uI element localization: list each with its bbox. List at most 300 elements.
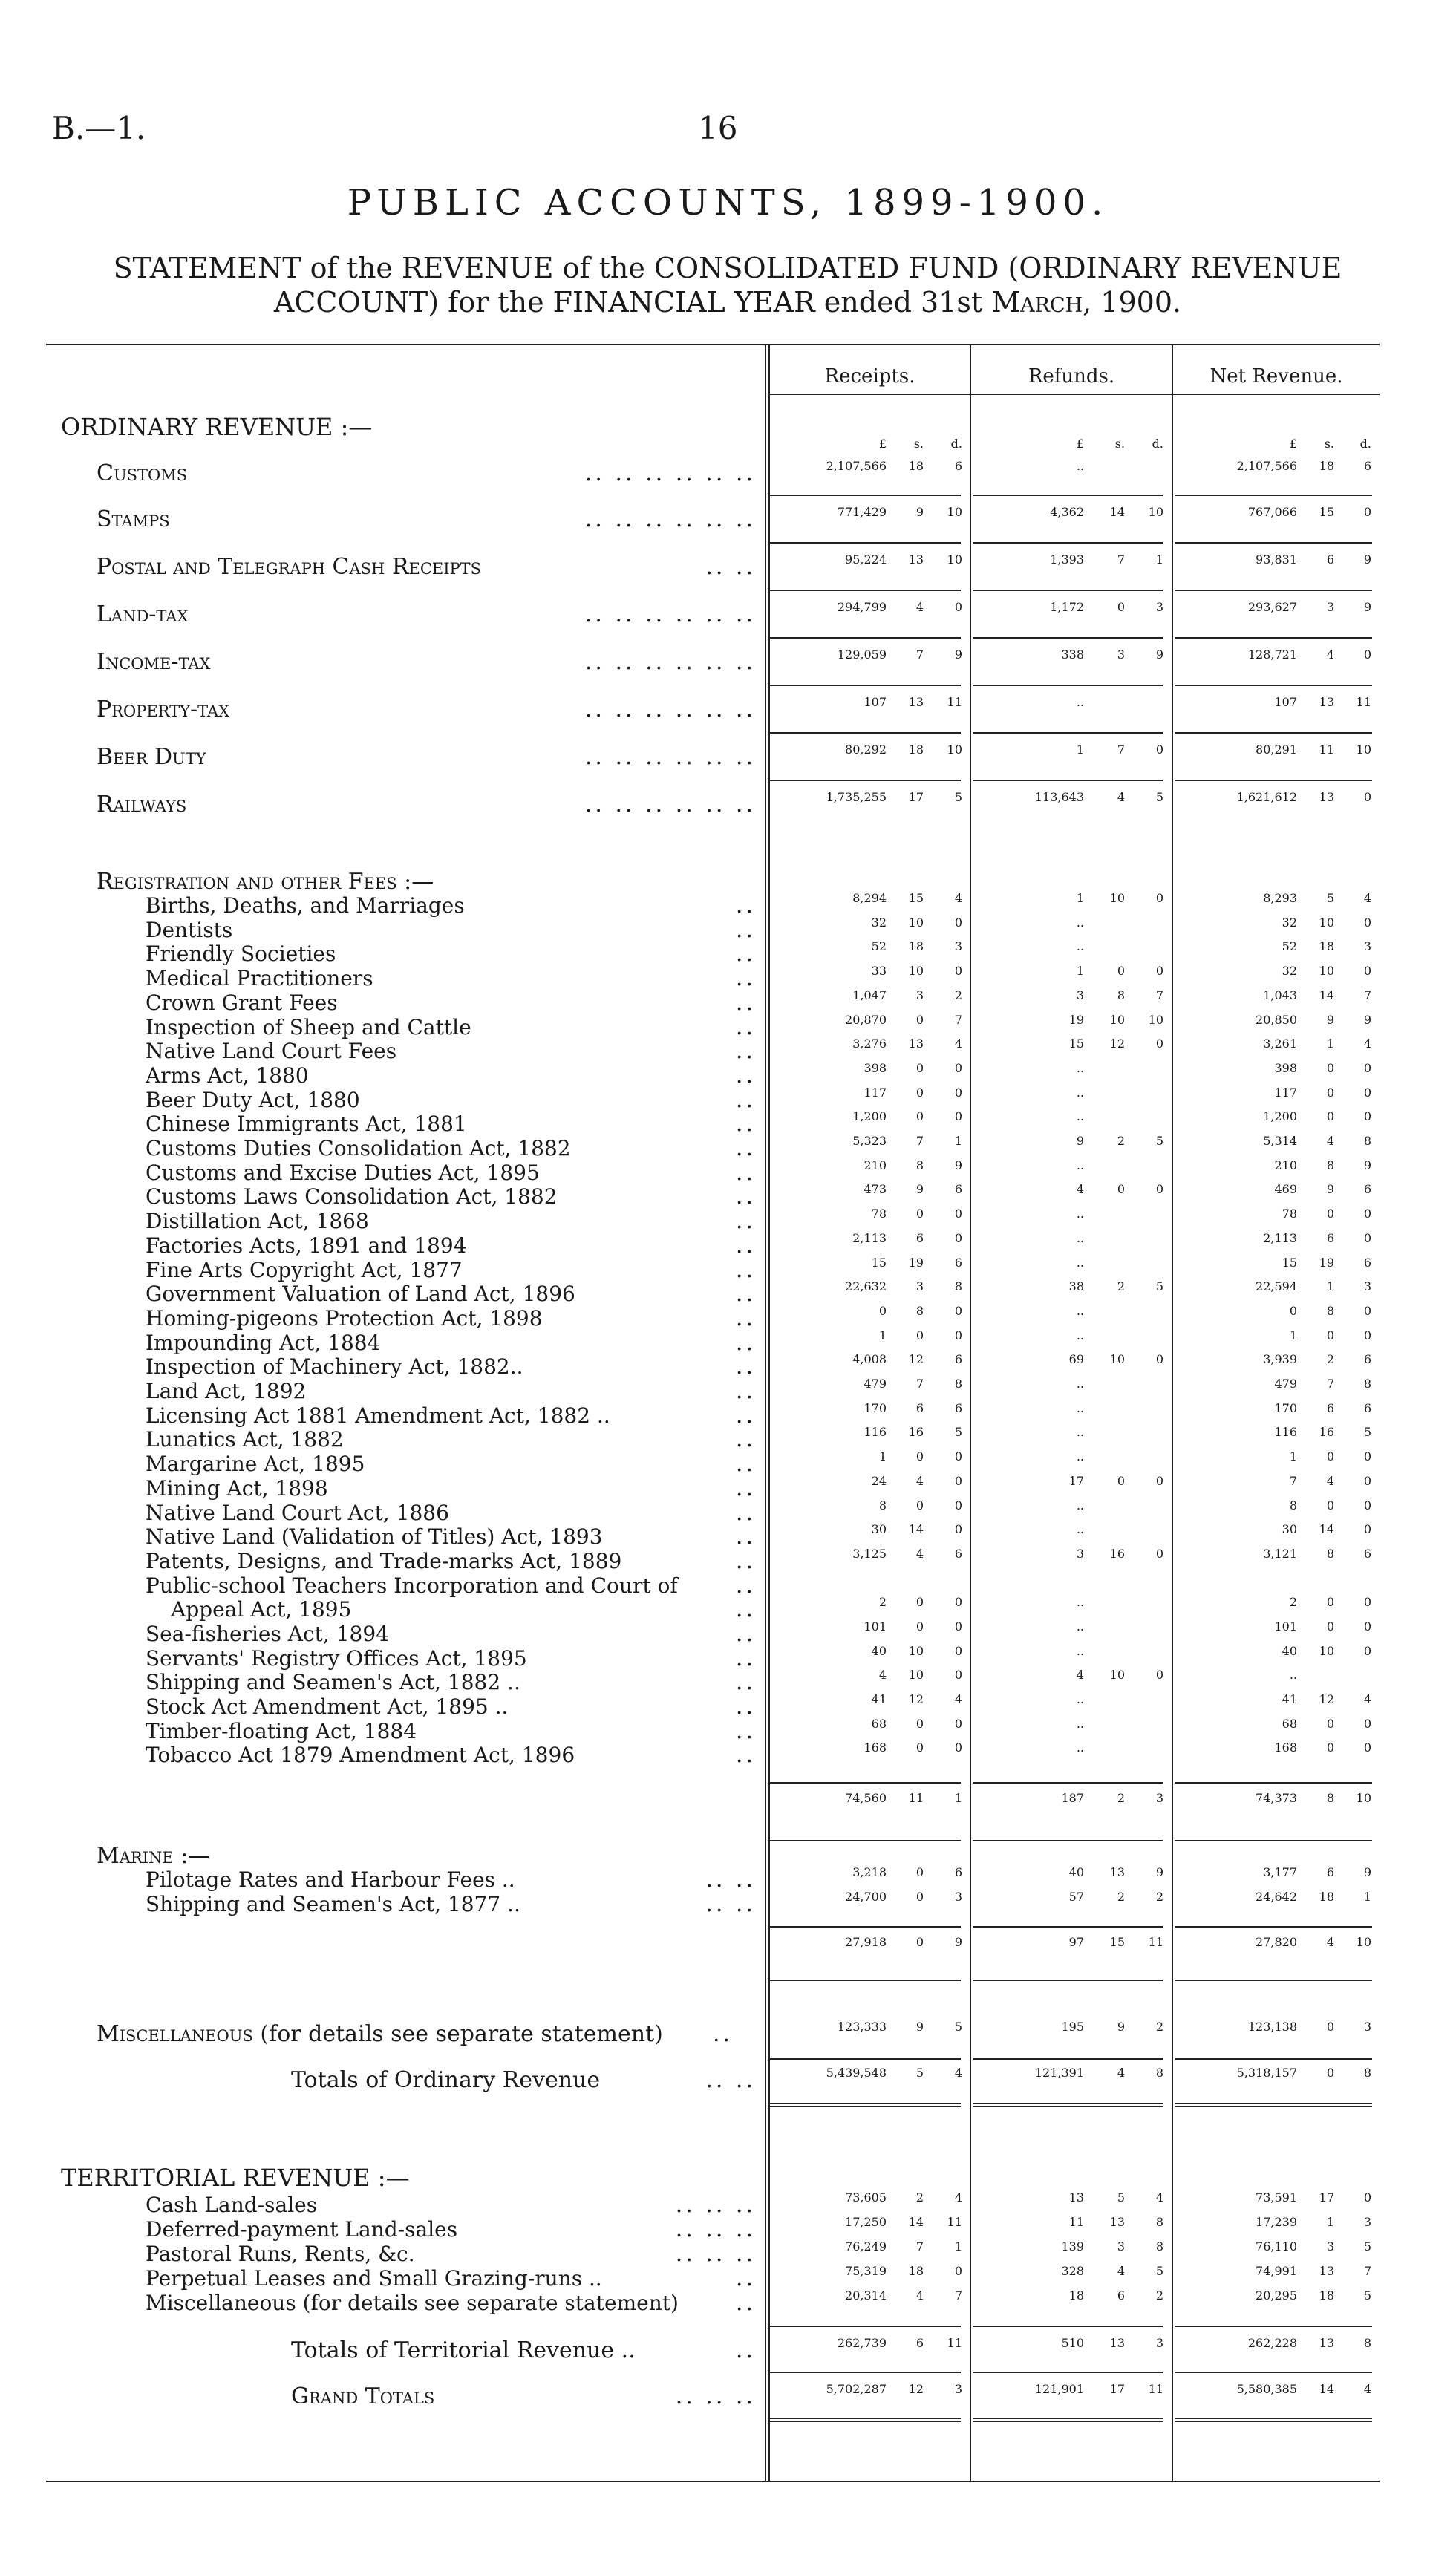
shillings-value: 12: [1109, 1037, 1125, 1051]
pounds-value: 74,560: [845, 1791, 887, 1805]
pounds-value: 13: [1068, 2190, 1084, 2205]
amount-net-revenue: [1175, 1791, 1371, 1805]
amount-refunds: [973, 2239, 1163, 2254]
amount-refunds: [973, 1013, 1163, 1027]
pence-value: 11: [947, 2336, 962, 2350]
shillings-value: 0: [1326, 2020, 1334, 2034]
shillings-value: 0: [1326, 1498, 1334, 1512]
pounds-value: 8,294: [852, 891, 887, 905]
receipts-header: Receipts.: [824, 365, 915, 388]
total-rule: [768, 637, 961, 639]
pounds-value: 22,594: [1256, 1279, 1297, 1293]
fee-item-label: Fine Arts Copyright Act, 1877: [146, 1258, 463, 1282]
amount-receipts: [768, 1352, 962, 1366]
shillings-value: 13: [1319, 2336, 1334, 2350]
pounds-value: 101: [864, 1619, 887, 1634]
leader-dots: .. .. ..: [675, 2241, 756, 2267]
amount-receipts: [768, 1086, 962, 1100]
amount-receipts: [768, 505, 962, 519]
pence-value: 3: [954, 2382, 962, 2396]
pounds-value: ..: [1076, 1377, 1084, 1391]
shillings-value: 4: [915, 600, 924, 614]
pence-value: 3: [1363, 1279, 1371, 1293]
total-rule: [1175, 685, 1372, 686]
pence-value: 6: [1363, 1256, 1371, 1270]
pence-value: 3: [1363, 939, 1371, 953]
pounds-value: ..: [1076, 1328, 1084, 1342]
shillings-value: 8: [1117, 988, 1125, 1002]
fee-item-label: Mining Act, 1898: [146, 1476, 328, 1501]
pence-value: 0: [1363, 1595, 1371, 1609]
total-rule: [973, 1980, 1163, 1981]
amount-receipts: [768, 1279, 962, 1293]
shillings-value: 3: [1326, 2239, 1334, 2254]
amount-receipts: [768, 1644, 962, 1658]
pounds-value: 68: [871, 1717, 887, 1731]
leader-dots: ..: [735, 1135, 756, 1161]
pounds-value: 69: [1068, 1352, 1084, 1366]
amount-net-revenue: [1175, 1522, 1371, 1536]
shillings-value: 9: [1326, 1013, 1334, 1027]
amount-net-revenue: [1175, 1935, 1371, 1949]
pence-value: 0: [954, 1740, 962, 1755]
amount-net-revenue: [1175, 1865, 1371, 1879]
shillings-value: 0: [915, 1013, 924, 1027]
total-rule: [973, 637, 1163, 639]
pence-value: 5: [1155, 790, 1163, 804]
pounds-value: 57: [1068, 1890, 1084, 1904]
pounds-value: 93,831: [1256, 552, 1297, 567]
total-rule: [768, 1926, 961, 1928]
leader-dots: .. .. .. .. .. ..: [584, 601, 756, 627]
pence-value: 8: [1363, 1134, 1371, 1148]
pounds-value: ..: [1076, 916, 1084, 930]
amount-net-revenue: [1175, 1061, 1371, 1075]
amount-receipts: [768, 1498, 962, 1512]
pence-value: 0: [1363, 1644, 1371, 1658]
shillings-value: 6: [1326, 1231, 1334, 1245]
shillings-value: 9: [1117, 2020, 1125, 2034]
pounds-value: 3,218: [852, 1865, 887, 1879]
amount-net-revenue: [1175, 1498, 1371, 1512]
pence-value: 0: [1155, 891, 1163, 905]
shillings-value: 9: [915, 505, 924, 519]
pence-value: 8: [1155, 2066, 1163, 2080]
pence-value: 4: [1363, 1037, 1371, 1051]
pence-value: 9: [1155, 1865, 1163, 1879]
shillings-value: 10: [1319, 916, 1334, 930]
pounds-value: ..: [1076, 1619, 1084, 1634]
shillings-value: 14: [908, 2215, 924, 2229]
pounds-value: ..: [1076, 695, 1084, 709]
total-rule: [1175, 780, 1372, 781]
shillings-value: 5: [915, 2066, 924, 2080]
pounds-value: 3,276: [852, 1037, 887, 1051]
fee-item-label: Impounding Act, 1884: [146, 1331, 381, 1355]
pence-value: 9: [954, 1158, 962, 1172]
amount-receipts: [768, 695, 962, 709]
pence-value: 9: [954, 1935, 962, 1949]
pounds-value: 510: [1061, 2336, 1084, 2350]
subtitle-line-2: ACCOUNT) for the FINANCIAL YEAR ended 31st March, 1900.: [273, 286, 1182, 319]
fee-item-label: Servants' Registry Offices Act, 1895: [146, 1646, 527, 1671]
miscellaneous-label: Miscellaneous (for details see separate statement): [97, 2021, 663, 2047]
pounds-value: £: [1076, 437, 1084, 451]
pounds-value: 15: [1068, 1037, 1084, 1051]
shillings-value: 0: [1326, 1717, 1334, 1731]
pence-value: 0: [954, 916, 962, 930]
pence-value: 5: [1155, 1134, 1163, 1148]
pounds-value: 117: [1274, 1086, 1297, 1100]
pounds-value: 473: [864, 1182, 887, 1196]
pounds-value: 11: [1068, 2215, 1084, 2229]
pounds-value: ..: [1076, 1207, 1084, 1221]
pounds-value: 38: [1068, 1279, 1084, 1293]
amount-receipts: [768, 964, 962, 978]
pence-value: 2: [954, 988, 962, 1002]
double-rule: [973, 2418, 1163, 2422]
shillings-value: 9: [915, 2020, 924, 2034]
shillings-value: 3: [915, 988, 924, 1002]
total-rule: [973, 732, 1163, 734]
pence-value: 0: [1363, 1522, 1371, 1536]
leader-dots: ..: [735, 1038, 756, 1064]
pounds-value: 76,110: [1256, 2239, 1297, 2254]
pounds-value: 4: [1076, 1668, 1084, 1682]
amount-receipts: [768, 1207, 962, 1221]
pence-value: 9: [1363, 1158, 1371, 1172]
shillings-value: 10: [1109, 1013, 1125, 1027]
pounds-value: 398: [1274, 1061, 1297, 1075]
amount-net-revenue: [1175, 1328, 1371, 1342]
pounds-value: 2,113: [1263, 1231, 1297, 1245]
leader-dots: ..: [735, 1257, 756, 1283]
shillings-value: 7: [915, 1377, 924, 1391]
pounds-value: 3,261: [1263, 1037, 1297, 1051]
amount-refunds: [973, 1158, 1163, 1172]
leader-dots: .. .. .. .. .. ..: [584, 649, 756, 675]
total-rule: [973, 1782, 1163, 1784]
amount-refunds: [973, 1595, 1163, 1609]
grand-totals-label: Grand Totals: [291, 2383, 435, 2409]
pounds-value: 74,373: [1256, 1791, 1297, 1805]
pence-value: 6: [954, 1401, 962, 1415]
revenue-item-label: Postal and Telegraph Cash Receipts: [97, 554, 482, 580]
shillings-value: 7: [1326, 1377, 1334, 1391]
pence-value: 0: [1363, 1207, 1371, 1221]
leader-dots: ..: [735, 1718, 756, 1744]
pence-value: 0: [954, 2264, 962, 2278]
pounds-value: 262,739: [837, 2336, 887, 2350]
amount-receipts: [768, 2382, 962, 2396]
fee-item-label: Inspection of Sheep and Cattle: [146, 1015, 471, 1040]
fee-item-label: Government Valuation of Land Act, 1896: [146, 1282, 575, 1306]
ordinary-total-label: Totals of Ordinary Revenue: [291, 2067, 601, 2093]
fee-item-label: Patents, Designs, and Trade-marks Act, 1889: [146, 1549, 622, 1573]
total-rule: [973, 2058, 1163, 2060]
leader-dots: ..: [735, 1354, 756, 1380]
pence-value: 0: [954, 1717, 962, 1731]
pounds-value: 5,323: [852, 1134, 887, 1148]
amount-refunds: [973, 1256, 1163, 1270]
pounds-value: 41: [1282, 1692, 1297, 1706]
amount-receipts: [768, 1890, 962, 1904]
pounds-value: 262,228: [1247, 2336, 1297, 2350]
leader-dots: ..: [735, 1111, 756, 1137]
pounds-value: 8: [878, 1498, 887, 1512]
amount-net-revenue: [1175, 647, 1371, 662]
amount-receipts: [768, 2239, 962, 2254]
pence-value: 0: [1155, 1547, 1163, 1561]
page-identifier: B.—1.: [52, 110, 146, 146]
amount-refunds: [973, 1086, 1163, 1100]
pence-value: 0: [954, 1086, 962, 1100]
amount-net-revenue: [1175, 743, 1371, 757]
pence-value: 9: [1155, 647, 1163, 662]
shillings-value: 12: [1319, 1692, 1334, 1706]
pence-value: 11: [1148, 2382, 1163, 2396]
pounds-value: 4,362: [1050, 505, 1084, 519]
pounds-value: 1: [878, 1449, 887, 1463]
pence-value: 3: [1155, 600, 1163, 614]
subtitle-line-1: STATEMENT of the REVENUE of the CONSOLIDATED FUND (ORDINARY REVENUE: [113, 252, 1342, 284]
amount-refunds: [973, 1498, 1163, 1512]
statement-subtitle: [52, 251, 1403, 319]
revenue-item-label: Income-tax: [97, 649, 211, 675]
ordinary-revenue-heading: ORDINARY REVENUE :—: [61, 413, 373, 441]
pence-value: 7: [1155, 988, 1163, 1002]
amount-receipts: [768, 1449, 962, 1463]
pounds-value: 3: [1076, 988, 1084, 1002]
amount-net-revenue: [1175, 1644, 1371, 1658]
net-revenue-header: Net Revenue.: [1209, 365, 1343, 388]
pounds-value: 80,291: [1256, 743, 1297, 757]
shillings-value: 1: [1326, 1037, 1334, 1051]
pence-value: 10: [1356, 1791, 1371, 1805]
pence-value: 8: [954, 1279, 962, 1293]
pounds-value: ..: [1076, 1692, 1084, 1706]
pence-value: 9: [1363, 552, 1371, 567]
pounds-value: 95,224: [845, 552, 887, 567]
pounds-value: 2: [878, 1595, 887, 1609]
pence-value: 0: [954, 1619, 962, 1634]
amount-receipts: [768, 790, 962, 804]
shillings-value: 17: [908, 790, 924, 804]
pounds-value: 2: [1289, 1595, 1297, 1609]
pence-value: d.: [950, 437, 962, 451]
shillings-value: 16: [1109, 1547, 1125, 1561]
total-rule: [973, 2372, 1163, 2373]
leader-dots: .. ..: [705, 2067, 756, 2093]
pounds-value: 1: [878, 1328, 887, 1342]
pence-value: 11: [1148, 1935, 1163, 1949]
shillings-value: 2: [1117, 1134, 1125, 1148]
shillings-value: 11: [1319, 743, 1334, 757]
double-rule: [973, 2103, 1163, 2107]
shillings-value: 5: [1326, 891, 1334, 905]
amount-refunds: [973, 2190, 1163, 2205]
amount-receipts: [768, 1037, 962, 1051]
amount-net-revenue: [1175, 552, 1371, 567]
pence-value: 3: [1363, 2215, 1371, 2229]
pence-value: 10: [1148, 505, 1163, 519]
amount-receipts: [768, 743, 962, 757]
total-rule: [1175, 2372, 1372, 2373]
shillings-value: 2: [1117, 1791, 1125, 1805]
pounds-value: 32: [871, 916, 887, 930]
pounds-value: 113,643: [1034, 790, 1084, 804]
pounds-value: 78: [871, 1207, 887, 1221]
pounds-value: 40: [1068, 1865, 1084, 1879]
amount-refunds: [973, 1668, 1163, 1682]
pounds-value: 0: [878, 1304, 887, 1318]
pence-value: 4: [1363, 891, 1371, 905]
shillings-value: 0: [1326, 1619, 1334, 1634]
pence-value: 0: [954, 600, 962, 614]
amount-refunds: [973, 1425, 1163, 1439]
amount-net-revenue: [1175, 1231, 1371, 1245]
shillings-value: 14: [1109, 505, 1125, 519]
pence-value: 0: [1363, 1328, 1371, 1342]
amount-refunds: [973, 505, 1163, 519]
pounds-value: 22,632: [845, 1279, 887, 1293]
leader-dots: ..: [735, 1548, 756, 1574]
pence-value: 0: [1363, 964, 1371, 978]
pence-value: 11: [947, 695, 962, 709]
total-rule: [1175, 1926, 1372, 1928]
pounds-value: 168: [1274, 1740, 1297, 1755]
amount-net-revenue: [1175, 1474, 1371, 1488]
territorial-item-label: Cash Land-sales: [146, 2193, 318, 2217]
fee-item-label: Public-school Teachers Incorporation and Court of: [146, 1573, 678, 1598]
pounds-value: 129,059: [837, 647, 887, 662]
fee-item-label: Customs and Excise Duties Act, 1895: [146, 1161, 540, 1185]
shillings-value: 12: [908, 1352, 924, 1366]
pence-value: d.: [1152, 437, 1163, 451]
amount-refunds: [973, 1547, 1163, 1561]
leader-dots: .. .. .. .. .. ..: [584, 506, 756, 532]
pence-value: 3: [954, 1890, 962, 1904]
leader-dots: ..: [735, 2290, 756, 2316]
pence-value: 3: [954, 939, 962, 953]
pounds-value: 1: [1076, 891, 1084, 905]
pence-value: 7: [954, 2288, 962, 2303]
pence-value: 8: [1155, 2215, 1163, 2229]
amount-refunds: [973, 1522, 1163, 1536]
pence-value: 6: [1363, 1547, 1371, 1561]
shillings-value: 8: [915, 1304, 924, 1318]
pounds-value: ..: [1076, 1498, 1084, 1512]
total-rule: [1175, 1980, 1372, 1981]
leader-dots: .. .. ..: [675, 2192, 756, 2218]
amount-receipts: [768, 1740, 962, 1755]
pence-value: 6: [954, 1182, 962, 1196]
pounds-value: ..: [1076, 1061, 1084, 1075]
shillings-value: 10: [1319, 1644, 1334, 1658]
amount-refunds: [973, 1644, 1163, 1658]
amount-refunds: [973, 2382, 1163, 2396]
total-rule: [1175, 732, 1372, 734]
pounds-value: 1,172: [1050, 600, 1084, 614]
shillings-value: 6: [1117, 2288, 1125, 2303]
total-rule: [768, 2326, 961, 2327]
pence-value: d.: [1359, 437, 1371, 451]
pence-value: 3: [1363, 2020, 1371, 2034]
pounds-value: 27,918: [845, 1935, 887, 1949]
amount-net-revenue: [1175, 1158, 1371, 1172]
pounds-value: 767,066: [1247, 505, 1297, 519]
shillings-value: 15: [1109, 1935, 1125, 1949]
shillings-value: 4: [1326, 1935, 1334, 1949]
shillings-value: 18: [908, 939, 924, 953]
shillings-value: 0: [915, 1109, 924, 1123]
pounds-value: ..: [1076, 1717, 1084, 1731]
pounds-value: ..: [1076, 1109, 1084, 1123]
leader-dots: ..: [735, 1014, 756, 1040]
shillings-value: 16: [908, 1425, 924, 1439]
pounds-value: 338: [1061, 647, 1084, 662]
pounds-value: 123,333: [837, 2020, 887, 2034]
amount-receipts: [768, 916, 962, 930]
revenue-item-label: Customs: [97, 460, 188, 486]
amount-receipts: [768, 939, 962, 953]
pounds-value: 7: [1289, 1474, 1297, 1488]
pounds-value: 479: [864, 1377, 887, 1391]
leader-dots: ..: [735, 1451, 756, 1477]
pence-value: 7: [1363, 2264, 1371, 2278]
amount-refunds: [973, 1352, 1163, 1366]
pence-value: 4: [954, 2066, 962, 2080]
shillings-value: 0: [1326, 1449, 1334, 1463]
amount-refunds: [973, 916, 1163, 930]
pence-value: 6: [954, 1352, 962, 1366]
pounds-value: 5,580,385: [1236, 2382, 1297, 2396]
amount-refunds: [973, 437, 1163, 451]
document-title: PUBLIC ACCOUNTS, 1899-1900.: [347, 182, 1109, 223]
pounds-value: 328: [1061, 2264, 1084, 2278]
pounds-value: 52: [871, 939, 887, 953]
shillings-value: 7: [915, 2239, 924, 2254]
pence-value: 0: [1155, 1668, 1163, 1682]
pounds-value: 27,820: [1256, 1935, 1297, 1949]
shillings-value: 5: [1117, 2190, 1125, 2205]
amount-refunds: [973, 600, 1163, 614]
leader-dots: ..: [735, 2337, 756, 2363]
amount-refunds: [973, 790, 1163, 804]
amount-receipts: [768, 459, 962, 473]
shillings-value: 0: [915, 1086, 924, 1100]
amount-refunds: [973, 1717, 1163, 1731]
shillings-value: 0: [915, 1717, 924, 1731]
leader-dots: ..: [735, 1208, 756, 1234]
leader-dots: ..: [735, 1742, 756, 1768]
leader-dots: ..: [735, 892, 756, 918]
amount-net-revenue: [1175, 790, 1371, 804]
pence-value: 0: [1363, 2190, 1371, 2205]
territorial-item-label: Perpetual Leases and Small Grazing-runs ..: [146, 2266, 602, 2291]
fee-item-label: Beer Duty Act, 1880: [146, 1088, 360, 1112]
amount-receipts: [768, 1061, 962, 1075]
pounds-value: ..: [1076, 1158, 1084, 1172]
pounds-value: ..: [1076, 1740, 1084, 1755]
leader-dots: .. ..: [705, 1867, 756, 1893]
amount-receipts: [768, 600, 962, 614]
total-rule: [1175, 637, 1372, 639]
leader-dots: ..: [735, 1087, 756, 1113]
shillings-value: 6: [1326, 1865, 1334, 1879]
pounds-value: 4: [878, 1668, 887, 1682]
shillings-value: 0: [915, 1595, 924, 1609]
